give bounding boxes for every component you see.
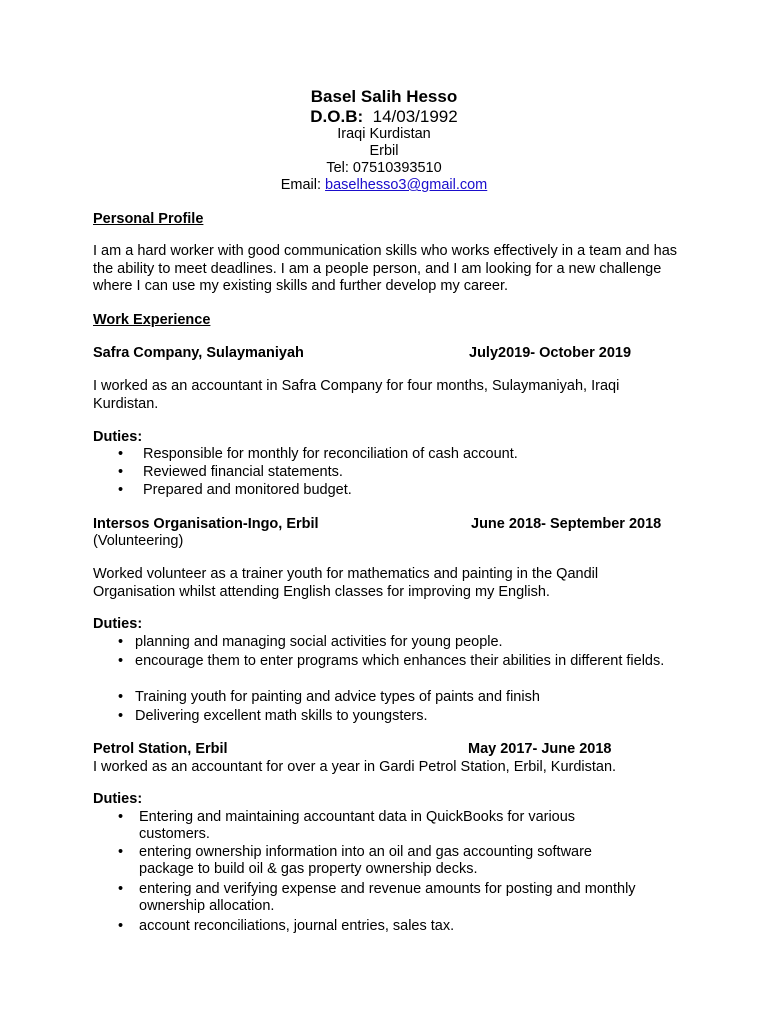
date-of-birth [0, 107, 768, 127]
duty-item: Responsible for monthly for reconciliation of cash account. [143, 446, 518, 462]
job-company: Petrol Station, Erbil [93, 741, 228, 757]
duty-item: entering ownership information into an oil and gas accounting software package to build oil & gas property ownership decks. [139, 844, 592, 877]
duty-item: Prepared and monitored budget. [143, 482, 352, 498]
duties-label: Duties: [93, 616, 143, 632]
job-description: I worked as an accountant in Safra Company for four months, Sulaymaniyah, Iraqi Kurdistan. [93, 378, 620, 412]
job-company: Intersos Organisation-Ingo, Erbil [93, 516, 319, 532]
dob-value: 14/03/1992 [372, 107, 458, 126]
duties-label: Duties: [93, 429, 143, 445]
candidate-name: Basel Salih Hesso [310, 87, 458, 106]
bullet: • [118, 809, 124, 825]
email-link[interactable]: baselhesso3@gmail.com [325, 177, 488, 193]
job-note: (Volunteering) [93, 533, 184, 549]
work-heading: Work Experience [93, 312, 211, 328]
bullet: • [118, 918, 124, 934]
bullet: • [118, 634, 124, 650]
profile-text: I am a hard worker with good communication skills who works effectively in a team and has the ability to meet deadlines. I am a people person, and I am looking for a new challenge where I can use my existing skills and further develop my career. [93, 243, 678, 294]
bullet: • [118, 653, 124, 669]
job-description: Worked volunteer as a trainer youth for mathematics and painting in the Qandil Organisation whilst attending English classes for improving my English. [93, 566, 599, 600]
duties-label: Duties: [93, 791, 143, 807]
telephone: Tel: 07510393510 [326, 160, 442, 176]
region: Iraqi Kurdistan [337, 126, 431, 142]
email-line [0, 177, 768, 194]
dob-label: D.O.B: [310, 107, 364, 126]
bullet: • [118, 446, 124, 462]
duty-item: encourage them to enter programs which enhances their abilities in different fields. [135, 653, 665, 669]
duty-item: planning and managing social activities for young people. [135, 634, 503, 650]
bullet: • [118, 708, 124, 724]
profile-heading: Personal Profile [93, 211, 204, 227]
bullet: • [118, 464, 124, 480]
duty-item: Reviewed financial statements. [143, 464, 343, 480]
job-description: I worked as an accountant for over a year in Gardi Petrol Station, Erbil, Kurdistan. [93, 759, 617, 775]
bullet: • [118, 844, 124, 860]
bullet: • [118, 881, 124, 897]
duty-item: Training youth for painting and advice types of paints and finish [135, 689, 540, 705]
duty-item: Entering and maintaining accountant data in QuickBooks for various customers. [139, 809, 576, 842]
job-dates: June 2018- September 2018 [471, 516, 662, 532]
duty-item: Delivering excellent math skills to youngsters. [135, 708, 428, 724]
duty-item: entering and verifying expense and revenue amounts for posting and monthly ownership allocation. [139, 881, 636, 914]
duty-item: account reconciliations, journal entries, sales tax. [139, 918, 455, 934]
email-label: Email: [280, 177, 322, 193]
job-dates: July2019- October 2019 [469, 345, 632, 361]
bullet: • [118, 689, 124, 705]
job-dates: May 2017- June 2018 [468, 741, 612, 757]
city: Erbil [369, 143, 399, 159]
job-company: Safra Company, Sulaymaniyah [93, 345, 304, 361]
bullet: • [118, 482, 124, 498]
